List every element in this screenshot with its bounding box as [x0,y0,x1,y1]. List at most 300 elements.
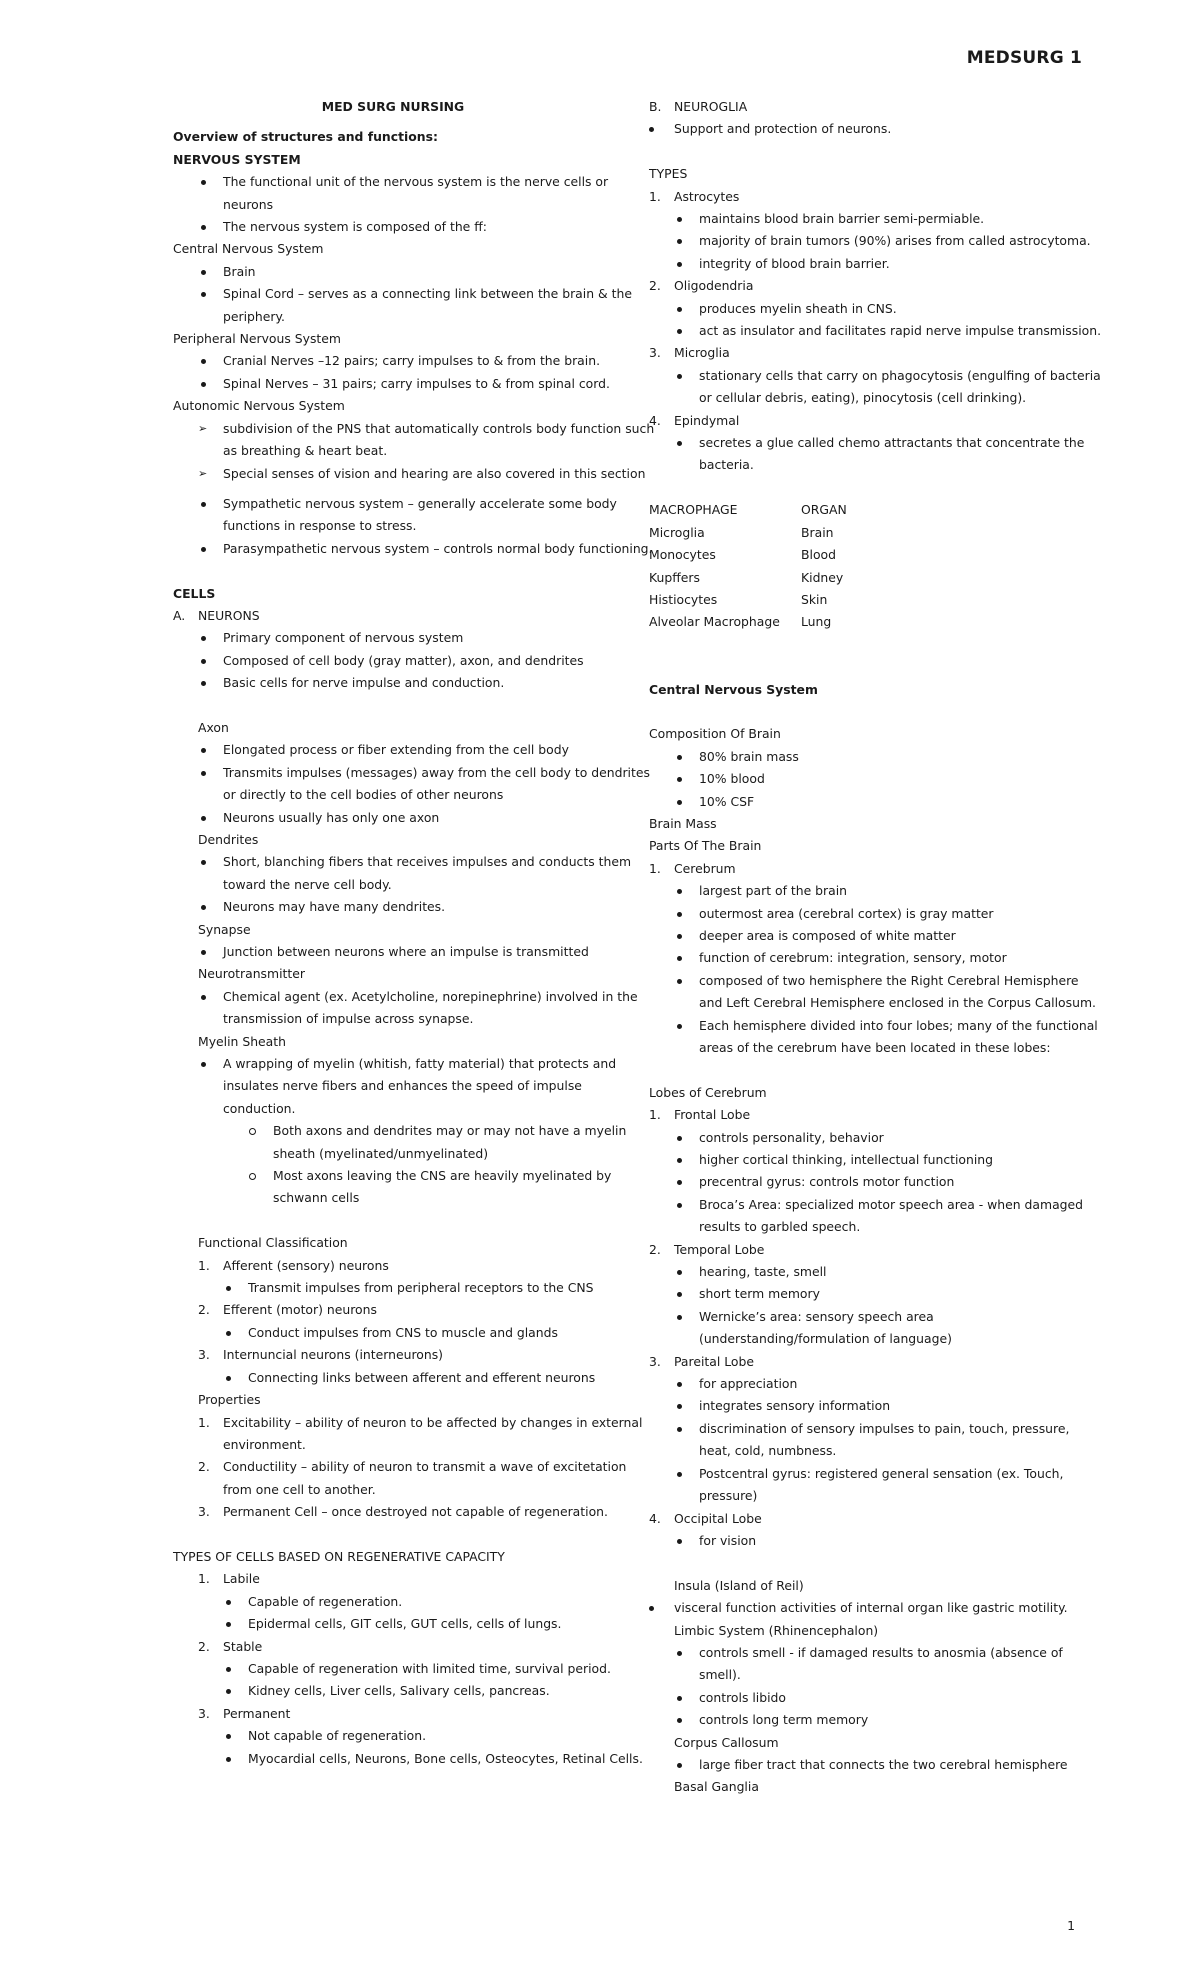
text-line [173,717,613,739]
bullet-icon [677,1136,682,1141]
line-text: Special senses of vision and hearing are also covered in this section [223,465,646,481]
section-heading [173,96,613,118]
line-text: Cranial Nerves –12 pairs; carry impulses to & from the brain. [223,353,601,369]
list-item [649,925,1089,947]
list-item [649,320,1102,342]
bullet-icon [677,1292,682,1297]
list-item [649,186,1089,208]
text-line [649,1440,1089,1462]
list-number: 3. [198,1347,210,1363]
list-item [173,463,646,485]
list-item [649,1283,1089,1305]
list-item [649,342,1089,364]
text-line [649,1485,1089,1507]
line-text: A wrapping of myelin (whitish, fatty material) that protects and [223,1056,617,1072]
list-item [649,96,1089,118]
list-item [173,261,613,283]
list-item [649,768,1089,790]
list-item [649,253,1089,275]
line-text: precentral gyrus: controls motor function [699,1174,955,1190]
line-text: Efferent (motor) neurons [223,1302,377,1318]
list-item [173,1322,613,1344]
line-text: for appreciation [699,1376,798,1392]
list-item [649,410,1089,432]
macrophage-cell: Histiocytes [649,591,718,607]
text-line [173,919,613,941]
line-text: 10% CSF [699,793,755,809]
list-number: 2. [649,278,661,294]
line-text: secretes a glue called chemo attractants that concentrate the [699,435,1085,451]
line-text: Conductility – ability of neuron to transmit a wave of excitetation [223,1459,627,1475]
text-line [173,1524,613,1546]
text-line [173,395,613,417]
line-text: Corpus Callosum [674,1734,779,1750]
line-text: Connecting links between afferent and efferent neurons [248,1369,596,1385]
line-text: Synapse [198,921,251,937]
line-text: bacteria. [699,457,754,473]
line-text: controls personality, behavior [699,1129,884,1145]
list-number: 1. [649,188,661,204]
line-text: Epindymal [674,412,740,428]
list-item [173,762,650,784]
text-line [173,560,613,582]
list-item [649,1149,1089,1171]
bullet-icon [226,1600,231,1605]
bullet-icon [677,262,682,267]
list-item [173,373,613,395]
line-text: Lobes of Cerebrum [649,1084,767,1100]
list-item [649,947,1089,969]
list-item [649,1373,1089,1395]
line-text: Basic cells for nerve impulse and conduction. [223,675,505,691]
line-text: Properties [198,1392,261,1408]
bullet-icon [677,239,682,244]
line-text: Microglia [674,345,730,361]
list-item [173,171,613,193]
line-text: Occipital Lobe [674,1510,762,1526]
macrophage-cell: Microglia [649,524,705,540]
list-item [173,538,653,560]
line-text: large fiber tract that connects the two cerebral hemisphere [699,1756,1068,1772]
text-line [173,194,613,216]
list-number: 1. [649,1107,661,1123]
bullet-icon [677,1404,682,1409]
line-text: Spinal Cord – serves as a connecting link between the brain & the [223,286,632,302]
text-line [173,1031,613,1053]
organ-cell: Lung [801,614,832,630]
line-text: Broca’s Area: specialized motor speech area - when damaged [699,1196,1084,1212]
line-text: Support and protection of neurons. [674,121,892,137]
line-text: Frontal Lobe [674,1107,751,1123]
line-text: Postcentral gyrus: registered general sensation (ex. Touch, [699,1465,1064,1481]
bullet-icon [677,1651,682,1656]
list-item [173,739,613,761]
list-item [649,1642,1089,1664]
line-text: Wernicke’s area: sensory speech area [699,1308,934,1324]
section-heading [173,583,613,605]
list-number: 2. [649,1241,661,1257]
line-text: integrity of blood brain barrier. [699,255,890,271]
line-text: Permanent [223,1705,291,1721]
bullet-icon [677,1718,682,1723]
macrophage-cell: Monocytes [649,547,716,563]
line-text: majority of brain tumors (90%) arises from called astrocytoma. [699,233,1091,249]
line-text: Oligodendria [674,278,754,294]
line-text: Astrocytes [674,188,740,204]
bullet-icon [677,374,682,379]
list-item [649,118,1089,140]
list-item [649,1127,1089,1149]
list-item [173,1613,613,1635]
line-text: Internuncial neurons (interneurons) [223,1347,443,1363]
organ-cell: Blood [801,547,836,563]
line-text: The functional unit of the nervous system is the nerve cells or [223,174,609,190]
organ-cell: ORGAN [801,502,847,518]
text-line [649,634,1089,656]
list-item [649,1104,1089,1126]
section-heading [173,126,613,148]
text-line [649,454,1089,476]
list-item [649,432,1089,454]
line-text: Epidermal cells, GIT cells, GUT cells, cells of lungs. [248,1616,562,1632]
line-text: Primary component of nervous system [223,630,464,646]
list-item [649,1239,1089,1261]
list-item [649,1395,1089,1417]
line-text: Sympathetic nervous system – generally accelerate some body [223,495,617,511]
line-text: toward the nerve cell body. [223,876,392,892]
list-number: 3. [198,1705,210,1721]
line-text: visceral function activities of internal organ like gastric motility. [674,1600,1068,1616]
text-line [649,1059,1089,1081]
line-text: Capable of regeneration with limited time, survival period. [248,1660,611,1676]
bullet-icon [677,1315,682,1320]
line-text: Parasympathetic nervous system – controls normal body functioning. [223,540,653,556]
bullet-icon [226,1734,231,1739]
list-number: 2. [198,1459,210,1475]
bullet-icon [677,1472,682,1477]
text-line [173,1389,613,1411]
bullet-icon [226,1376,231,1381]
line-text: TYPES [649,166,688,182]
list-item [173,896,613,918]
bullet-icon [201,771,206,776]
list-item [649,1754,1089,1776]
text-line [173,328,613,350]
text-line [649,656,1089,678]
macrophage-table-row [649,522,1089,544]
line-text: Excitability – ability of neuron to be affected by changes in external [223,1414,643,1430]
text-line [649,992,1096,1014]
line-text: Each hemisphere divided into four lobes; many of the functional [699,1017,1098,1033]
list-item [649,230,1089,252]
line-text: NERVOUS SYSTEM [173,151,301,167]
list-number: 3. [649,1353,661,1369]
text-line [649,835,1089,857]
document-header: MEDSURG 1 [966,48,1082,68]
line-text: produces myelin sheath in CNS. [699,300,897,316]
line-text: periphery. [223,308,285,324]
line-text: subdivision of the PNS that automatically controls body function such [223,420,655,436]
bullet-icon [201,225,206,230]
line-text: Capable of regeneration. [248,1593,403,1609]
page-number: 1 [1067,1918,1075,1933]
line-text: Limbic System (Rhinencephalon) [674,1622,879,1638]
line-text: Parts Of The Brain [649,838,762,854]
bullet-icon [677,1180,682,1185]
bullet-icon [677,1203,682,1208]
bullet-icon [649,1606,654,1611]
bullet-icon [226,1757,231,1762]
list-item [173,1591,613,1613]
bullet-icon [677,755,682,760]
line-text: Overview of structures and functions: [173,129,438,145]
bullet-icon [201,292,206,297]
list-item [649,1351,1089,1373]
list-item [649,746,1089,768]
text-line [173,515,613,537]
text-line [173,440,613,462]
line-text: outermost area (cerebral cortex) is gray matter [699,905,994,921]
text-line [649,701,1089,723]
line-text: transmission of impulse across synapse. [223,1011,474,1027]
line-text: hearing, taste, smell [699,1264,827,1280]
line-text: Myocardial cells, Neurons, Bone cells, Osteocytes, Retinal Cells. [248,1750,643,1766]
list-item [649,1418,1089,1440]
line-text: Pareital Lobe [674,1353,754,1369]
line-text: controls libido [699,1689,786,1705]
bullet-icon [201,681,206,686]
line-text: Labile [223,1571,260,1587]
text-line [173,695,613,717]
list-item [173,650,613,672]
text-line [173,1210,613,1232]
bullet-icon [201,270,206,275]
line-text: TYPES OF CELLS BASED ON REGENERATIVE CAPACITY [173,1548,505,1564]
line-text: Composed of cell body (gray matter), axon, and dendrites [223,652,584,668]
bullet-icon [201,382,206,387]
list-item [173,672,613,694]
text-line [649,1776,1089,1798]
line-text: Neurons may have many dendrites. [223,899,446,915]
bullet-icon [677,329,682,334]
bullet-icon [677,777,682,782]
bullet-icon [201,995,206,1000]
bullet-icon [201,636,206,641]
arrow-bullet-icon: ➢ [198,466,208,480]
list-number: 3. [649,345,661,361]
text-line [173,1232,613,1254]
list-item [173,1165,613,1187]
bullet-icon [677,441,682,446]
text-line [649,1575,1089,1597]
line-text: Functional Classification [198,1235,348,1251]
bullet-icon [226,1286,231,1291]
list-item [173,1748,643,1770]
line-text: composed of two hemisphere the Right Cerebral Hemisphere [699,972,1079,988]
macrophage-table-row [649,589,1089,611]
left-column [173,96,655,1770]
macrophage-cell: Kupffers [649,569,700,585]
bullet-icon [677,979,682,984]
list-number: 2. [198,1638,210,1654]
text-line [649,163,1089,185]
bullet-icon [677,912,682,917]
line-text: The nervous system is composed of the ff: [223,219,487,235]
list-item [173,1120,627,1142]
line-text: or directly to the cell bodies of other neurons [223,787,504,803]
bullet-icon [677,1763,682,1768]
line-text: Dendrites [198,831,259,847]
list-item [173,1501,613,1523]
list-item [173,605,613,627]
text-line [173,1187,613,1209]
text-line [173,1479,613,1501]
line-text: Junction between neurons where an impulse is transmitted [223,944,589,959]
line-text: Insula (Island of Reil) [674,1577,804,1593]
line-text: CELLS [173,585,216,601]
text-line [649,1328,1089,1350]
line-text: Conduct impulses from CNS to muscle and glands [248,1324,558,1340]
text-line [173,238,613,260]
bullet-icon [677,1696,682,1701]
line-text: NEURONS [198,607,260,623]
section-heading [173,149,613,171]
line-text: stationary cells that carry on phagocytosis (engulfing of bacteria [699,367,1101,383]
list-item [649,208,1089,230]
line-text: Brain Mass [649,815,717,831]
list-item [173,1412,643,1434]
list-item [173,493,617,515]
macrophage-cell: MACROPHAGE [649,502,738,518]
list-item [173,350,613,372]
list-item [173,851,632,873]
text-line [173,1008,613,1030]
line-text: higher cortical thinking, intellectual functioning [699,1152,994,1167]
list-item [173,627,613,649]
text-line [173,784,613,806]
organ-cell: Kidney [801,569,844,585]
list-item [173,807,613,829]
bullet-icon [677,1024,682,1029]
line-text: Chemical agent (ex. Acetylcholine, norepinephrine) involved in the [223,988,638,1004]
list-number: 2. [198,1302,210,1318]
line-text: (understanding/formulation of language) [699,1331,952,1347]
line-text: Elongated process or fiber extending from the cell body [223,742,569,758]
line-text: Cerebrum [674,860,736,876]
line-text: 10% blood [699,771,765,787]
list-item [649,1194,1089,1216]
macrophage-cell: Alveolar Macrophage [649,614,780,630]
list-item [173,418,655,440]
list-item [649,298,1089,320]
list-item [649,1687,1089,1709]
line-text: Not capable of regeneration. [248,1728,427,1744]
bullet-icon [677,1427,682,1432]
line-text: areas of the cerebrum have been located in these lobes: [699,1039,1051,1055]
line-text: neurons [223,196,274,212]
text-line [173,963,613,985]
arrow-bullet-icon: ➢ [198,421,208,435]
list-item [173,1725,613,1747]
macrophage-table-row [649,499,1089,521]
line-text: short term memory [699,1286,820,1302]
bullet-icon [201,359,206,364]
line-text: Axon [198,719,229,735]
list-item [649,1508,1089,1530]
list-item [649,858,1089,880]
line-text: function of cerebrum: integration, sensory, motor [699,950,1007,966]
list-item [173,283,632,305]
text-line [173,306,613,328]
line-text: Central Nervous System [649,681,818,697]
list-item [173,1053,617,1075]
list-number: 4. [649,1510,661,1526]
list-number: B. [649,99,662,114]
line-text: Temporal Lobe [674,1241,765,1257]
bullet-icon [677,307,682,312]
list-item [649,1530,1089,1552]
list-item [173,1277,613,1299]
line-text: Neurotransmitter [198,966,305,982]
line-text: results to garbled speech. [699,1219,861,1235]
list-item [173,1636,613,1658]
list-item [649,791,1089,813]
line-text: controls long term memory [699,1712,869,1728]
text-line [649,813,1089,835]
right-column [649,96,1102,1799]
list-item [649,1171,1089,1193]
bullet-icon [201,905,206,910]
line-text: Brain [223,263,256,279]
bullet-icon [201,1062,206,1067]
line-text: Stable [223,1638,263,1654]
list-item [649,1261,1089,1283]
circle-bullet-icon [249,1128,256,1135]
line-text: schwann cells [273,1190,360,1206]
line-text: Both axons and dendrites may or may not have a myelin [273,1123,627,1139]
line-text: Afferent (sensory) neurons [223,1257,389,1273]
bullet-icon [677,800,682,805]
bullet-icon [677,1158,682,1163]
macrophage-table-row [649,544,1089,566]
text-line [173,1143,613,1165]
bullet-icon [226,1331,231,1336]
list-number: 1. [198,1257,210,1273]
line-text: Autonomic Nervous System [173,398,345,414]
list-item [173,1299,613,1321]
list-item [173,1568,613,1590]
text-line [649,723,1089,745]
spacer [173,485,613,493]
line-text: Short, blanching fibers that receives impulses and conducts them [223,854,632,870]
list-number: 3. [198,1504,210,1520]
line-text: insulates nerve fibers and enhances the speed of impulse [223,1078,582,1094]
list-number: 1. [649,860,661,876]
text-line [649,1732,1089,1754]
list-item [649,1306,1089,1328]
line-text: Permanent Cell – once destroyed not capable of regeneration. [223,1504,608,1520]
list-item [649,1015,1098,1037]
list-item [173,1367,613,1389]
line-text: conduction. [223,1100,296,1116]
bullet-icon [677,1539,682,1544]
line-text: from one cell to another. [223,1481,376,1497]
line-text: largest part of the brain [699,883,848,899]
line-text: for vision [699,1532,757,1548]
list-item [649,1597,1089,1619]
line-text: deeper area is composed of white matter [699,927,956,943]
bullet-icon [201,180,206,185]
